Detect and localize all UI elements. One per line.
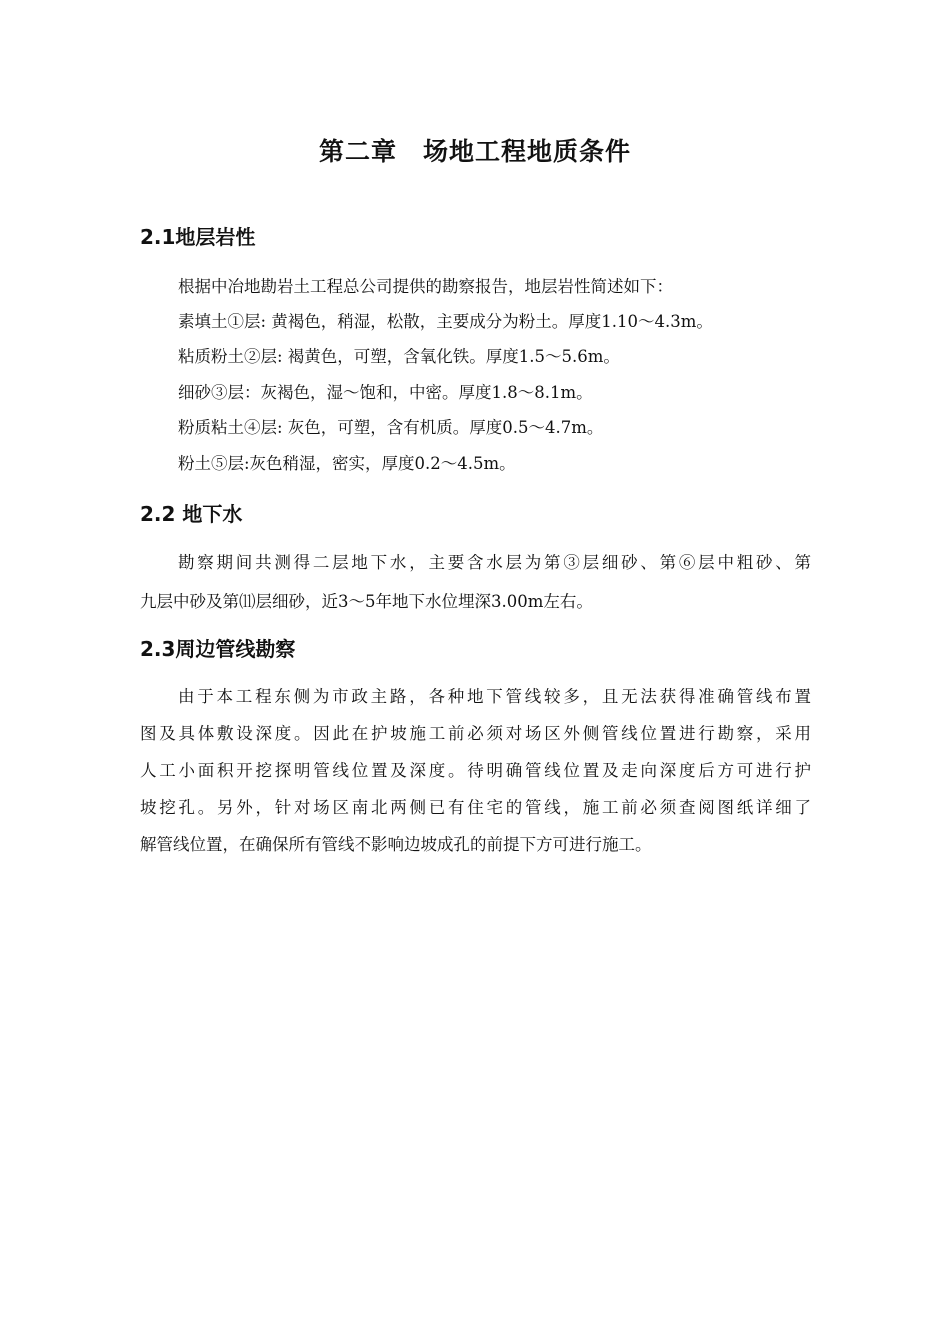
paragraph-line: 九层中砂及第⑾层细砂，近3～5年地下水位埋深3.00m左右。 — [140, 592, 593, 611]
paragraph-line: 粉质粘土④层: 灰色，可塑，含有机质。厚度0.5～4.7m。 — [178, 418, 604, 437]
section-heading-2-1: 2.1地层岩性 — [140, 225, 256, 249]
chapter-title: 第二章 场地工程地质条件 — [318, 137, 631, 166]
paragraph-line: 由于本工程东侧为市政主路，各种地下管线较多，且无法获得准确管线布置 — [178, 687, 811, 706]
paragraph-line: 人工小面积开挖探明管线位置及深度。待明确管线位置及走向深度后方可进行护 — [140, 761, 811, 780]
paragraph-line: 粘质粉土②层: 褐黄色，可塑，含氧化铁。厚度1.5～5.6m。 — [178, 347, 620, 366]
paragraph-line: 坡挖孔。另外，针对场区南北两侧已有住宅的管线，施工前必须查阅图纸详细了 — [140, 798, 811, 817]
section-heading-2-3: 2.3周边管线勘察 — [140, 637, 296, 661]
paragraph-line: 解管线位置，在确保所有管线不影响边坡成孔的前提下方可进行施工。 — [140, 835, 652, 854]
paragraph-line: 勘察期间共测得二层地下水，主要含水层为第③层细砂、第⑥层中粗砂、第 — [178, 553, 811, 572]
paragraph-line: 根据中冶地勘岩土工程总公司提供的勘察报告，地层岩性简述如下： — [178, 277, 673, 296]
paragraph-line: 素填土①层: 黄褐色，稍湿，松散，主要成分为粉土。厚度1.10～4.3m。 — [178, 312, 713, 331]
paragraph-line: 图及具体敷设深度。因此在护坡施工前必须对场区外侧管线位置进行勘察，采用 — [140, 724, 811, 743]
section-heading-2-2: 2.2 地下水 — [140, 502, 243, 526]
paragraph-line: 细砂③层：灰褐色，湿～饱和，中密。厚度1.8～8.1m。 — [178, 383, 593, 402]
paragraph-line: 粉土⑤层:灰色稍湿，密实，厚度0.2～4.5m。 — [178, 454, 516, 473]
